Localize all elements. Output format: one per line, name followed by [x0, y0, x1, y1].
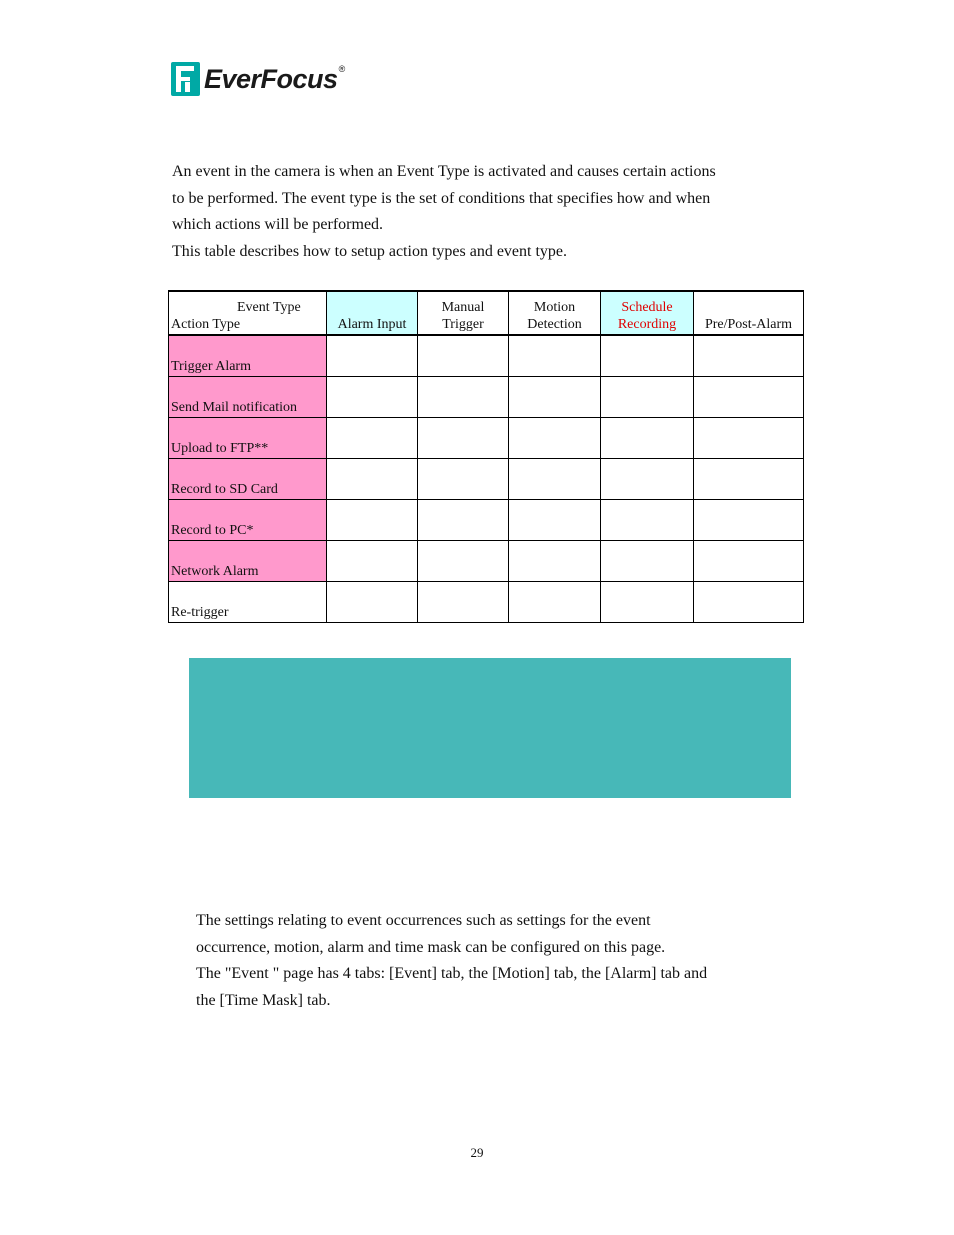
table-cell: [509, 418, 601, 459]
table-cell: [327, 377, 418, 418]
table-cell: [694, 459, 804, 500]
table-row: [169, 459, 804, 500]
header-action-type: Action Type: [171, 317, 241, 332]
section-banner: [189, 658, 791, 798]
settings-line: occurrence, motion, alarm and time mask can be configured on this page.: [196, 938, 666, 956]
intro-line: which actions will be performed.: [172, 216, 384, 233]
registered-mark: ®: [338, 64, 346, 74]
page-number: 29: [470, 1145, 484, 1160]
header-event-type: Event Type: [237, 300, 301, 315]
table-row: [169, 418, 804, 459]
settings-paragraph: [196, 908, 796, 1014]
table-cell: [601, 335, 694, 377]
action-type-cell: Send Mail notification: [169, 377, 327, 418]
table-cell: [509, 541, 601, 582]
table-cell: [509, 582, 601, 623]
header-motion-detection: [509, 291, 601, 335]
action-type-cell: Trigger Alarm: [169, 335, 327, 377]
header-line: Pre/Post-Alarm: [704, 317, 793, 332]
header-corner-cell: [169, 291, 327, 335]
header-line: Trigger: [442, 317, 484, 332]
header-line: Schedule: [621, 300, 673, 315]
table-cell: [327, 335, 418, 377]
table-cell: [601, 418, 694, 459]
table-cell: [694, 418, 804, 459]
brand-name: EverFocus: [204, 63, 338, 94]
table-cell: [601, 500, 694, 541]
header-line: Recording: [617, 317, 677, 332]
table-cell: [694, 377, 804, 418]
header-line: Manual: [441, 300, 485, 315]
table-row: [169, 582, 804, 623]
intro-line: This table describes how to setup action types and event type.: [172, 242, 568, 260]
event-action-table: [168, 290, 804, 623]
settings-line: The "Event " page has 4 tabs: [Event] tab, the [Motion] tab, the [Alarm] tab and: [196, 965, 708, 982]
table-cell: [418, 582, 509, 623]
table-row: [169, 541, 804, 582]
action-type-cell: Upload to FTP**: [169, 418, 327, 459]
settings-line: The settings relating to event occurrences such as settings for the event: [196, 912, 651, 929]
table-cell: [327, 459, 418, 500]
table-header-row: [169, 291, 804, 335]
table-cell: [601, 541, 694, 582]
table-cell: [509, 377, 601, 418]
table-row: [169, 377, 804, 418]
intro-paragraph: [172, 159, 792, 265]
table-cell: [418, 500, 509, 541]
header-alarm-input: [327, 291, 418, 335]
table-cell: [418, 335, 509, 377]
table-cell: [509, 335, 601, 377]
header-pre-post-alarm: [694, 291, 804, 335]
table-cell: [418, 541, 509, 582]
table-cell: [327, 582, 418, 623]
action-type-cell: Record to PC*: [169, 500, 327, 541]
intro-line: to be performed. The event type is the set of conditions that specifies how and when: [172, 189, 711, 207]
table-row: [169, 335, 804, 377]
everfocus-logo-icon: [171, 62, 200, 96]
table-cell: [327, 500, 418, 541]
header-manual-trigger: [418, 291, 509, 335]
table-cell: [694, 500, 804, 541]
table-row: [169, 500, 804, 541]
header-line: Motion: [533, 300, 576, 315]
table-cell: [418, 418, 509, 459]
action-type-cell: Network Alarm: [169, 541, 327, 582]
table-cell: [418, 459, 509, 500]
table-cell: [418, 377, 509, 418]
header-schedule-recording: [601, 291, 694, 335]
settings-line: the [Time Mask] tab.: [196, 991, 331, 1009]
action-type-cell: Re-trigger: [169, 582, 327, 623]
everfocus-logo: [171, 60, 345, 98]
table-cell: [509, 500, 601, 541]
action-type-cell: Record to SD Card: [169, 459, 327, 500]
header-line: Detection: [527, 317, 582, 332]
table-cell: [601, 459, 694, 500]
intro-line: An event in the camera is when an Event Type is activated and causes certain actions: [172, 163, 716, 180]
table-cell: [327, 418, 418, 459]
table-cell: [601, 582, 694, 623]
table-cell: [694, 335, 804, 377]
header-line: Alarm Input: [337, 317, 407, 332]
table-cell: [694, 582, 804, 623]
table-cell: [327, 541, 418, 582]
table-cell: [694, 541, 804, 582]
table-cell: [509, 459, 601, 500]
table-cell: [601, 377, 694, 418]
